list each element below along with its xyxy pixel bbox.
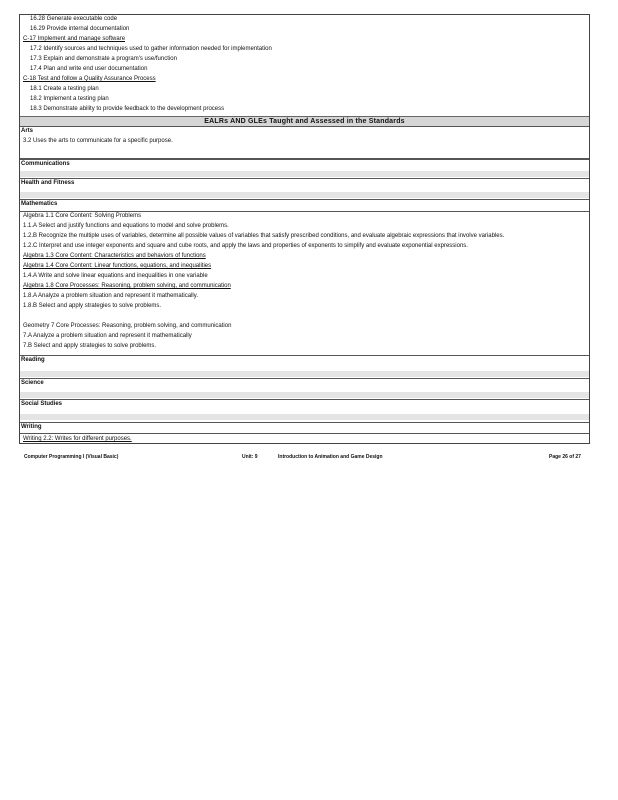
section-mathematics xyxy=(20,199,589,207)
footer-unit: Unit: 9 xyxy=(242,454,258,460)
competency-item: 17.2 Identify sources and techniques used to gather information needed for implementation xyxy=(30,46,272,52)
mathematics-item: 7.B Select and apply strategies to solve problems. xyxy=(23,343,157,349)
section-band xyxy=(20,392,589,398)
competency-item: 16.28 Generate executable code xyxy=(30,16,118,22)
section-label-arts: Arts xyxy=(21,128,34,134)
mathematics-item: 1.8.A Analyze a problem situation and represent it mathematically. xyxy=(23,293,198,299)
section-label-communications: Communications xyxy=(21,161,70,167)
mathematics-item: Algebra 1.1 Core Content: Solving Problems xyxy=(23,213,142,219)
mathematics-item: 1.1.A Select and justify functions and equations to model and solve problems. xyxy=(23,223,229,229)
section-band xyxy=(20,171,589,177)
writing-item: Writing 2.2: Writes for different purposes. xyxy=(23,436,132,442)
competency-item: 17.3 Explain and demonstrate a program's use/function xyxy=(30,56,177,62)
section-reading xyxy=(20,355,589,363)
competency-item: 16.29 Provide internal documentation xyxy=(30,26,130,32)
mathematics-item: 1.2.C Interpret and use integer exponents and square and cube roots, and apply the laws and properties of exponents to simplify and evaluate exponential expressions. xyxy=(23,243,468,249)
competency-item: C-18 Test and follow a Quality Assurance Process xyxy=(23,76,156,82)
standards-table xyxy=(19,14,590,444)
section-label-science: Science xyxy=(21,380,44,386)
mathematics-item: 1.8.B Select and apply strategies to solve problems. xyxy=(23,303,162,309)
competency-item: 18.3 Demonstrate ability to provide feedback to the development process xyxy=(30,106,225,112)
competency-item: 18.2 Implement a testing plan xyxy=(30,96,109,102)
competency-item: C-17 Implement and manage software xyxy=(23,36,126,42)
arts-item: 3.2 Uses the arts to communicate for a specific purpose. xyxy=(23,138,173,144)
footer-course: Computer Programming I (Visual Basic) xyxy=(24,454,119,460)
section-label-reading: Reading xyxy=(21,357,45,363)
standards-header-text: EALRs AND GLEs Taught and Assessed in the Standards xyxy=(204,118,405,125)
section-band xyxy=(20,371,589,377)
mathematics-item: 7.A Analyze a problem situation and represent it mathematically xyxy=(23,333,192,339)
competency-item: 17.4 Plan and write end user documentation xyxy=(30,66,148,72)
mathematics-item: 1.4.A Write and solve linear equations and inequalities in one variable xyxy=(23,273,208,279)
mathematics-item: Algebra 1.3 Core Content: Characteristics and behaviors of functions xyxy=(23,253,206,259)
section-health xyxy=(20,178,589,186)
section-divider xyxy=(20,433,589,434)
mathematics-item: Geometry 7 Core Processes: Reasoning, problem solving, and communication xyxy=(23,323,232,329)
competency-item: 18.1 Create a testing plan xyxy=(30,86,99,92)
section-science xyxy=(20,378,589,386)
section-arts xyxy=(20,126,589,134)
footer-title: Introduction to Animation and Game Design xyxy=(278,454,383,460)
section-label-mathematics: Mathematics xyxy=(21,201,58,207)
section-label-social-studies: Social Studies xyxy=(21,401,63,407)
section-band xyxy=(20,414,589,420)
section-writing xyxy=(20,422,589,430)
mathematics-item: Algebra 1.4 Core Content: Linear functions, equations, and inequalities xyxy=(23,263,212,269)
section-social-studies xyxy=(20,399,589,407)
mathematics-item: Algebra 1.8 Core Processes: Reasoning, problem solving, and communication xyxy=(23,283,231,289)
section-band xyxy=(20,192,589,198)
section-label-writing: Writing xyxy=(21,424,42,430)
section-communications xyxy=(20,159,589,167)
footer-page: Page 26 of 27 xyxy=(549,454,581,460)
section-label-health: Health and Fitness xyxy=(21,180,75,186)
mathematics-item: 1.2.B Recognize the multiple uses of variables, determine all possible values of variables that satisfy prescribed conditions, and evaluate algebraic expressions that involve variables. xyxy=(23,233,505,239)
